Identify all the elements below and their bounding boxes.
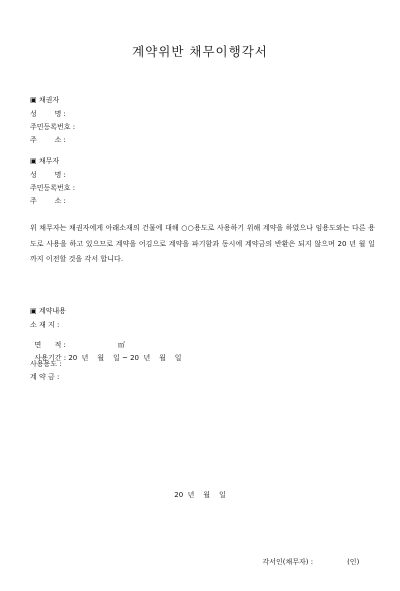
contract-period-value: 20 년 월 일 ~ 20 년 월 일 xyxy=(68,354,182,362)
debtor-id-label: 주민등록번호 : xyxy=(30,184,76,192)
signature-line xyxy=(258,552,359,566)
creditor-name-label: 성 명 : xyxy=(30,110,66,118)
creditor-heading: ▣ 채권자 xyxy=(30,96,60,104)
statement-paragraph: 위 채무자는 채권자에게 아래소재의 건물에 대해 ○○용도로 사용하기 위해 계약을 하였으나 임용도와는 다른 용도로 사용을 하고 있으므로 계약을 어김으로 계약을 파기함과 동시에 계약금의 반환은 되지 않으며 20 년 월 일까지 이전할 것을 각서 합니다. xyxy=(30,224,375,263)
contract-location-label: 소 재 지 : xyxy=(30,321,60,329)
creditor-address-label: 주 소 : xyxy=(30,136,66,144)
contract-area-label: 면 적 : xyxy=(34,341,66,349)
contract-purpose-label: 사용용도 : xyxy=(30,360,62,368)
document-title: 계약위반 채무이행각서 xyxy=(132,44,268,59)
contract-area-row xyxy=(30,335,125,349)
debtor-name-label: 성 명 : xyxy=(30,171,66,179)
debtor-address-label: 주 소 : xyxy=(30,197,66,205)
contract-deposit-label: 계 약 금 : xyxy=(30,373,60,381)
creditor-id-label: 주민등록번호 : xyxy=(30,123,76,131)
debtor-heading: ▣ 채무자 xyxy=(30,157,60,165)
signature-label: 각서인(채무자) : xyxy=(262,558,314,566)
contract-heading: ▣ 계약내용 xyxy=(30,307,66,315)
area-unit: ㎡ xyxy=(117,341,125,349)
contract-period-label: 사용기간 : xyxy=(34,354,67,362)
date-line: 20 년 월 일 xyxy=(174,491,226,499)
seal-mark: (인) xyxy=(347,558,360,566)
